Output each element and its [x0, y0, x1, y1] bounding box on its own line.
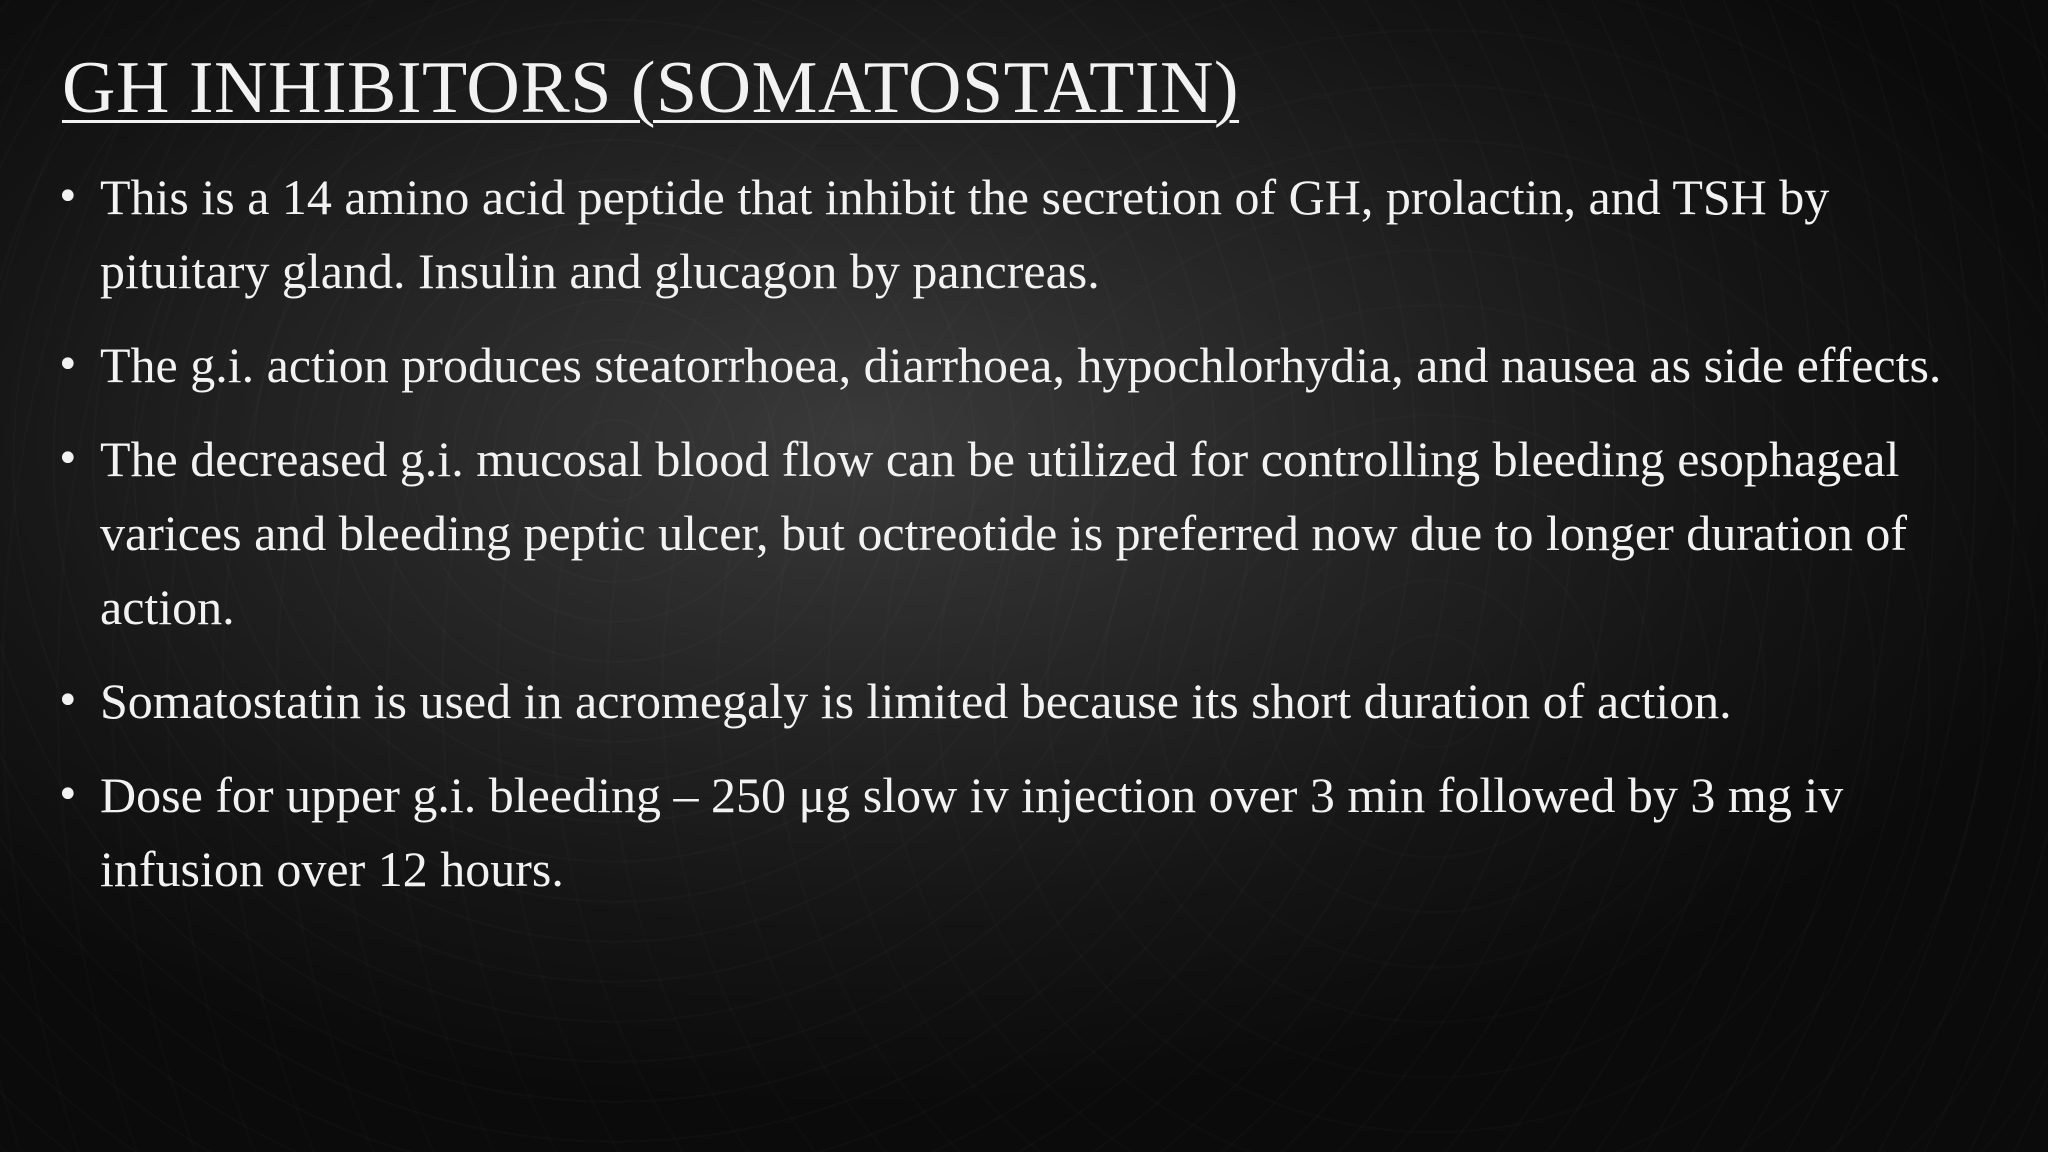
bullet-item — [56, 328, 2006, 402]
bullet-icon: • — [56, 678, 80, 724]
bullet-icon: • — [56, 772, 80, 818]
bullet-item — [56, 758, 2006, 906]
bullet-list — [56, 160, 2006, 926]
bullet-text: Somatostatin is used in acromegaly is limited because its short duration of action. — [100, 673, 1732, 729]
bullet-text: This is a 14 amino acid peptide that inhibit the secretion of GH, prolactin, and TSH by pituitary gland. Insulin and glucagon by pancreas. — [100, 169, 1830, 299]
bullet-icon: • — [56, 342, 80, 388]
bullet-text: Dose for upper g.i. bleeding – 250 μg slow iv injection over 3 min followed by 3 mg iv infusion over 12 hours. — [100, 767, 1844, 897]
bullet-item — [56, 160, 2006, 308]
bullet-item — [56, 422, 2006, 644]
bullet-item — [56, 664, 2006, 738]
bullet-icon: • — [56, 436, 80, 482]
slide-title: GH INHIBITORS (SOMATOSTATIN) — [62, 47, 1240, 129]
bullet-text: The decreased g.i. mucosal blood flow can be utilized for controlling bleeding esophageal varices and bleeding peptic ulcer, but octreotide is preferred now due to longer duration of action. — [100, 431, 1908, 635]
bullet-icon: • — [56, 174, 80, 220]
bullet-text: The g.i. action produces steatorrhoea, diarrhoea, hypochlorhydia, and nausea as side effects. — [100, 337, 1942, 393]
